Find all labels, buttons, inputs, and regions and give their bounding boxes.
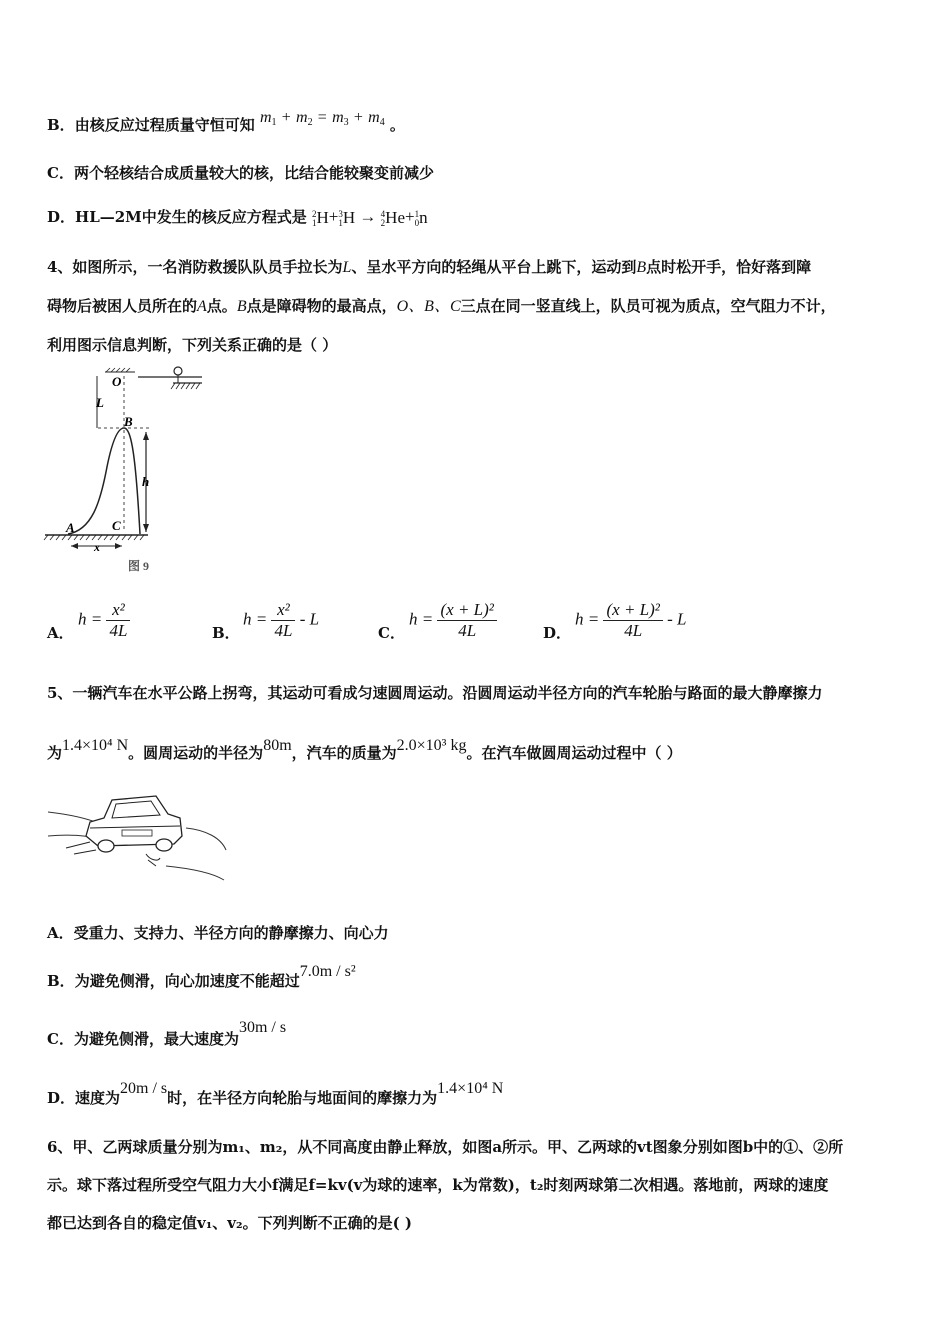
label-O: O [112, 374, 122, 389]
nuclear-reaction-equation: 2 1 H+ 3 1 H → 4 2 He+ 1 0 n [312, 207, 428, 229]
figure-caption: 图 9 [128, 559, 150, 573]
label-h: h [142, 474, 150, 489]
q5-option-d: D．速度为20m / s时，在半径方向轮胎与地面间的摩擦力为1.4×10⁴ N [47, 1080, 504, 1107]
q4-figure [40, 362, 230, 578]
car-turning-image [46, 788, 228, 884]
label-L: L [96, 395, 104, 410]
q5-option-c: C．为避免侧滑，最大速度为30m / s [47, 1019, 287, 1048]
q4-option-a: h = $\frac{\text{x²}}{4L}$ [78, 600, 130, 641]
q4-option-c-label: C． [378, 624, 405, 642]
q3-option-b: B．由核反应过程质量守恒可知 $m_1 + m_2 = m_3 + m_4$ 。 [47, 109, 405, 134]
label-C: C [112, 518, 121, 533]
q3-option-c: C．两个轻核结合成质量较大的核，比结合能较聚变前减少 [47, 164, 434, 182]
q5-stem-line2: 为1.4×10⁴ N。圆周运动的半径为80m，汽车的质量为2.0×10³ kg。在汽车做圆周运动过程中（ ） [47, 737, 682, 762]
q5-option-b: B．为避免侧滑，向心加速度不能超过7.0m / s² [47, 963, 356, 990]
label-A: A [66, 520, 75, 535]
label-B: B [124, 414, 133, 429]
q4-option-b-label: B． [212, 624, 240, 642]
mass-conservation-formula: $m_1 + m_2 = m_3 + m_4$ [259, 109, 385, 128]
q4-option-c: h = $\frac{\text{(x + L)²}}{4L}$ [409, 600, 497, 641]
q4-option-d-label: D． [543, 624, 572, 642]
q4-option-a-label: A． [47, 624, 74, 642]
q5-stem-line1: 5、一辆汽车在水平公路上拐弯，其运动可看成匀速圆周运动。沿圆周运动半径方向的汽车轮胎与路面的最大静摩擦力 [47, 684, 823, 702]
q4-stem: 4、如图所示，一名消防救援队队员手拉长为L、呈水平方向的轻绳从平台上跳下，运动到B点时松开手，恰好落到障 碍物后被困人员所在的A点。B点是障碍物的最高点，O、B、C三点在同一竖直线上，队员可视为质点，空气阻力不计， 利用图示信息判断，下列关系正确的是（ ） [47, 258, 836, 354]
q4-option-d: h = $\frac{\text{(x + L)²}}{4L}$ - L [575, 600, 687, 640]
label-x: x [94, 540, 100, 554]
q5-option-a: A．受重力、支持力、半径方向的静摩擦力、向心力 [47, 924, 389, 942]
q6-stem: 6、甲、乙两球质量分别为m₁、m₂，从不同高度由静止释放，如图a所示。甲、乙两球的vt图象分别如图b中的①、②所 示。球下落过程所受空气阻力大小f满足f=kv(v为球的速率，k为常数)，t₂时刻两球第二次相遇。落地前，两球的速度 都已达到各自的稳定值v₁、v₂。下列判断不正确的是( ) [47, 1138, 844, 1232]
q3-option-d: D．HL—2M中发生的核反应方程式是 2 1 H+ 3 1 H → 4 2 He+ 1 0 n [47, 207, 428, 229]
q4-option-b: h = $\frac{\text{x²}}{4L}$ - L [243, 600, 320, 640]
